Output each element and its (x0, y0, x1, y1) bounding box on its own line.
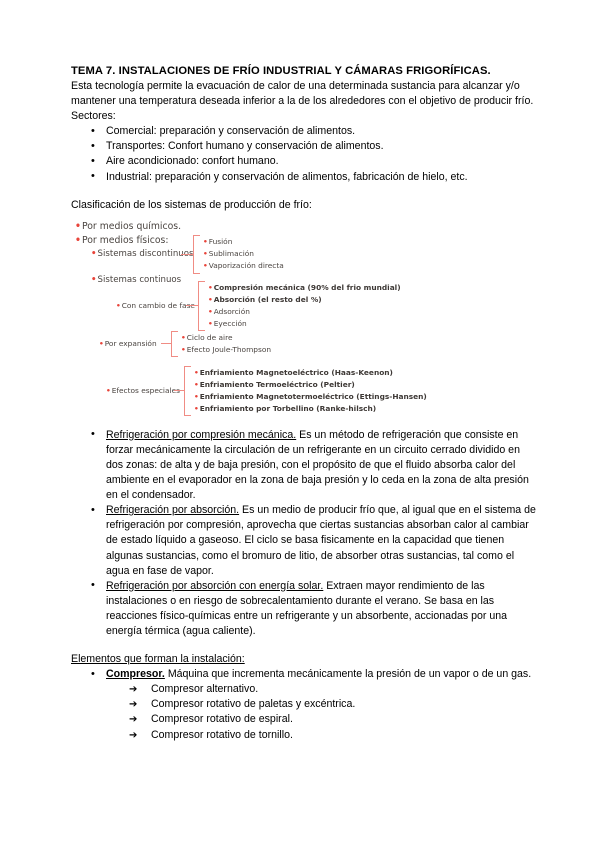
definitions-list (71, 428, 539, 639)
list-item (71, 579, 539, 639)
compresor-body: Máquina que incrementa mecánicamente la presión de un vapor o de un gas. (164, 668, 532, 681)
bullet-icon: • (106, 385, 111, 395)
list-item: ➔ Compresor alternativo. (71, 682, 539, 697)
elementos-heading: Elementos que forman la instalación: (71, 653, 245, 666)
spacer (71, 639, 539, 652)
document-content (71, 64, 539, 743)
bullet-icon: • (91, 248, 97, 259)
definition-term: Refrigeración por compresión mecánica. (106, 428, 297, 441)
definition-term: Refrigeración por absorción. (106, 504, 240, 517)
diagram-node-sistemas-continuos: •Sistemas continuos (91, 274, 182, 285)
list-item: • Aire acondicionado: confort humano. (71, 154, 539, 169)
definition-body: Es un medio de producir frío que, al igual que en el sistema de refrigeración por compresión, aprovecha que ciertas sustancias absorban calor al cambiar de estado líquido a gaseoso. El ciclo se basa fisicamente en la capacidad que tienen algunas sustancias, como el bromuro de litio, de absorber otras sustancias, tal como el agua en fase de vapor. (106, 504, 536, 577)
bullet-icon: • (203, 248, 208, 258)
list-item: ➔ Compresor rotativo de tornillo. (71, 728, 539, 743)
diagram-leaf-eyeccion: •Eyección (208, 318, 247, 328)
bullet-icon: • (181, 332, 186, 342)
compresor-term: Compresor. (106, 668, 165, 681)
diagram-leaf-sublimacion: •Sublimación (203, 248, 254, 258)
definition-body: Es un método de refrigeración que consiste en forzar mecánicamente la circulación de un refrigerante en un circuito cerrado dividido en dos zonas: de alta y de baja presión, con el propósito de que el fluido absorba calor del ambiente en el evaporador en la zona de baja presión y lo ceda en la zona de alta presión en el condensador. (106, 428, 529, 502)
clasificacion-label: Clasificación de los sistemas de producción de frío: (71, 198, 312, 211)
page-title: TEMA 7. INSTALACIONES DE FRÍO INDUSTRIAL Y CÁMARAS FRIGORÍFICAS. (71, 65, 491, 77)
bullet-icon: • (91, 274, 97, 285)
spacer (71, 185, 539, 198)
diagram-node-por-medios-quimicos: •Por medios químicos. (75, 220, 182, 232)
bullet-icon: • (208, 294, 213, 304)
diagram-leaf-magnetotermoelectrico: •Enfriamiento Magnetotermoeléctrico (Ettings-Hansen) (194, 391, 427, 401)
bullet-icon: • (203, 236, 208, 246)
diagram-connector-cambio-fase (186, 305, 198, 306)
bullet-icon: • (208, 306, 213, 316)
diagram-connector-discontinuos (181, 254, 193, 255)
definition-body: Extraen mayor rendimiento de las instalaciones o en riesgo de sobrecalentamiento durante el verano. Se basa en las reacciones físico-químicas entre un refrigerante y un absorbente, accionadas por una energía térmica (agua caliente). (106, 579, 508, 637)
bullet-icon: • (194, 367, 199, 377)
diagram-leaf-compresion-mecanica: •Compresión mecánica (90% del frio mundial) (208, 282, 401, 292)
list-item: • Industrial: preparación y conservación de alimentos, fabricación de hielo, etc. (71, 170, 539, 185)
list-item: ➔ Compresor rotativo de espiral. (71, 712, 539, 727)
diagram-leaf-adsorcion: •Adsorción (208, 306, 250, 316)
bullet-icon: • (194, 403, 199, 413)
sectores-list (71, 124, 539, 184)
diagram-leaf-magnetoelectrico: •Enfriamiento Magnetoeléctrico (Haas-Keenon) (194, 367, 393, 377)
diagram-connector-efectos (174, 390, 184, 391)
sectores-label: Sectores: (71, 110, 116, 123)
bullet-icon: • (194, 391, 199, 401)
elementos-list (71, 667, 539, 682)
list-item: • Comercial: preparación y conservación de alimentos. (71, 124, 539, 139)
bullet-icon: • (203, 260, 208, 270)
list-item (71, 428, 539, 503)
diagram-leaf-fusion: •Fusión (203, 236, 233, 246)
compresor-tipos-list (71, 682, 539, 742)
intro-paragraph: Esta tecnología permite la evacuación de calor de una determinada sustancia para alcanzar y/o mantener una temperatura deseada inferior a la de los alrededores con el objetivo de producir frío. (71, 80, 534, 108)
diagram-bracket-discontinuos (193, 235, 200, 274)
list-item (71, 503, 539, 578)
diagram-node-con-cambio-de-fase: •Con cambio de fase (116, 300, 195, 310)
bullet-icon: • (208, 282, 213, 292)
bullet-icon: • (99, 338, 104, 348)
diagram-leaf-efecto-joule-thompson: •Efecto Joule-Thompson (181, 344, 272, 354)
diagram-leaf-ciclo-de-aire: •Ciclo de aire (181, 332, 233, 342)
bullet-icon: • (75, 220, 81, 232)
diagram-node-efectos-especiales: •Efectos especiales (106, 385, 180, 395)
list-item: • Transportes: Confort humano y conservación de alimentos. (71, 139, 539, 154)
diagram-bracket-efectos (184, 366, 191, 416)
diagram-node-por-expansion: •Por expansión (99, 338, 157, 348)
diagram-leaf-vaporizacion-directa: •Vaporización directa (203, 260, 284, 270)
diagram-connector-expansion (161, 343, 171, 344)
diagram-node-por-medios-fisicos: •Por medios físicos: (75, 234, 169, 246)
spacer (71, 418, 539, 428)
diagram-bracket-cambio-fase (198, 281, 205, 331)
list-item: ➔ Compresor rotativo de paletas y excéntrica. (71, 697, 539, 712)
bullet-icon: • (208, 318, 213, 328)
list-item (71, 667, 539, 682)
diagram-node-sistemas-discontinuos: •Sistemas discontinuos (91, 248, 194, 259)
diagram-leaf-torbellino: •Enfriamiento por Torbellino (Ranke-hilsch) (194, 403, 377, 413)
classification-diagram (71, 218, 539, 418)
diagram-leaf-absorcion: •Absorción (el resto del %) (208, 294, 322, 304)
bullet-icon: • (194, 379, 199, 389)
definition-term: Refrigeración por absorción con energía solar. (106, 579, 324, 592)
diagram-bracket-expansion (171, 331, 178, 357)
bullet-icon: • (75, 234, 81, 246)
diagram-leaf-termoelectrico: •Enfriamiento Termoeléctrico (Peltier) (194, 379, 355, 389)
bullet-icon: • (181, 344, 186, 354)
bullet-icon: • (116, 300, 121, 310)
